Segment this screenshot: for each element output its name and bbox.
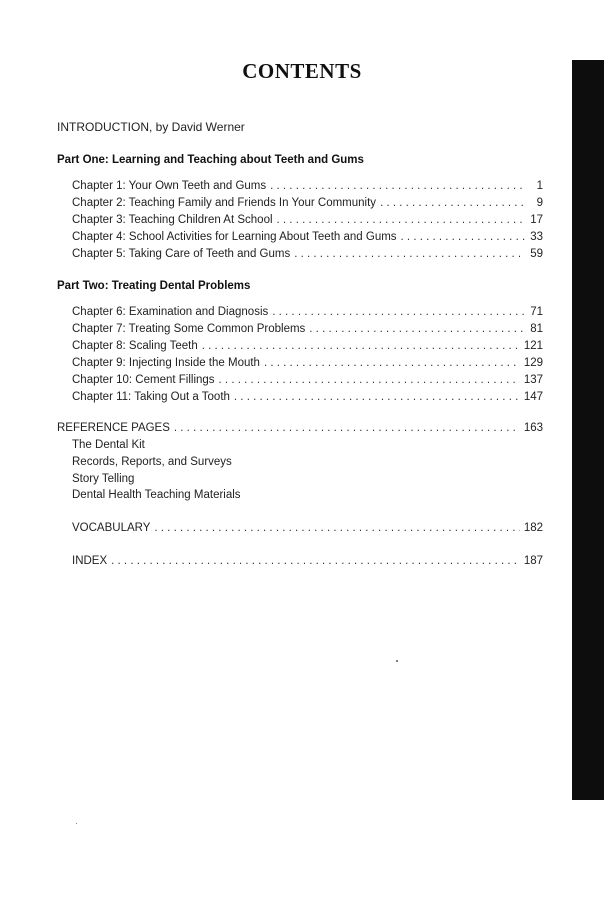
toc-row-chapter-8 — [72, 339, 543, 353]
reference-item: Dental Health Teaching Materials — [72, 489, 241, 501]
dot-leader — [154, 521, 519, 535]
dot-leader — [380, 196, 525, 210]
page-number: 129 — [523, 357, 543, 369]
toc-row-chapter-6 — [72, 305, 543, 319]
page-number: 121 — [523, 340, 543, 352]
toc-row-chapter-2 — [72, 196, 543, 210]
dot-leader — [234, 390, 520, 404]
toc-row-chapter-9 — [72, 356, 543, 370]
chapter-label: Chapter 6: Examination and Diagnosis — [72, 306, 269, 318]
toc-row-vocabulary — [72, 521, 543, 535]
toc-row-reference-pages — [57, 421, 543, 435]
chapter-label: Chapter 8: Scaling Teeth — [72, 340, 198, 352]
toc-row-chapter-3 — [72, 213, 543, 227]
dot-leader — [264, 356, 520, 370]
page-edge-bar — [572, 60, 604, 800]
toc-row-chapter-11 — [72, 390, 543, 404]
reference-label: REFERENCE PAGES — [57, 422, 170, 434]
page-number: 147 — [523, 391, 543, 403]
dot-leader — [219, 373, 520, 387]
page-title: CONTENTS — [242, 59, 362, 83]
toc-row-chapter-4 — [72, 230, 543, 244]
page-number: 182 — [523, 522, 543, 534]
part-one-heading: Part One: Learning and Teaching about Teeth and Gums — [57, 154, 364, 166]
page-number: 71 — [530, 306, 543, 318]
chapter-label: Chapter 11: Taking Out a Tooth — [72, 391, 230, 403]
page-number: 163 — [523, 422, 543, 434]
part-two-heading: Part Two: Treating Dental Problems — [57, 280, 251, 292]
page-number: 17 — [530, 214, 543, 226]
dot-leader — [202, 339, 520, 353]
dot-leader — [294, 247, 525, 261]
chapter-label: Chapter 2: Teaching Family and Friends In Your Community — [72, 197, 377, 209]
chapter-label: Chapter 9: Injecting Inside the Mouth — [72, 357, 260, 369]
index-label: INDEX — [72, 555, 108, 567]
toc-row-chapter-1 — [72, 179, 543, 193]
introduction-entry: INTRODUCTION, by David Werner — [57, 120, 245, 134]
chapter-label: Chapter 3: Teaching Children At School — [72, 214, 273, 226]
toc-row-chapter-7 — [72, 322, 543, 336]
chapter-label: Chapter 1: Your Own Teeth and Gums — [72, 180, 267, 192]
page-number: 137 — [523, 374, 543, 386]
chapter-label: Chapter 10: Cement Fillings — [72, 374, 215, 386]
reference-item: Records, Reports, and Surveys — [72, 456, 232, 468]
dot-leader — [401, 230, 525, 244]
dot-leader — [270, 179, 525, 193]
chapter-label: Chapter 7: Treating Some Common Problems — [72, 323, 306, 335]
page-number: 59 — [530, 248, 543, 260]
scan-speck — [396, 660, 398, 662]
chapter-label: Chapter 5: Taking Care of Teeth and Gums — [72, 248, 291, 260]
page-number: 33 — [530, 231, 543, 243]
reference-item: Story Telling — [72, 473, 135, 485]
dot-leader — [309, 322, 525, 336]
dot-leader — [111, 554, 520, 568]
page-number: 9 — [536, 197, 543, 209]
page-number: 1 — [536, 180, 543, 192]
dot-leader — [174, 421, 520, 435]
page-number: 187 — [523, 555, 543, 567]
toc-row-index — [72, 554, 543, 568]
vocabulary-label: VOCABULARY — [72, 522, 151, 534]
scan-speck — [76, 823, 77, 824]
chapter-label: Chapter 4: School Activities for Learning About Teeth and Gums — [72, 231, 397, 243]
dot-leader — [272, 305, 525, 319]
page-number: 81 — [530, 323, 543, 335]
toc-row-chapter-10 — [72, 373, 543, 387]
reference-item: The Dental Kit — [72, 439, 145, 451]
dot-leader — [277, 213, 525, 227]
toc-row-chapter-5 — [72, 247, 543, 261]
